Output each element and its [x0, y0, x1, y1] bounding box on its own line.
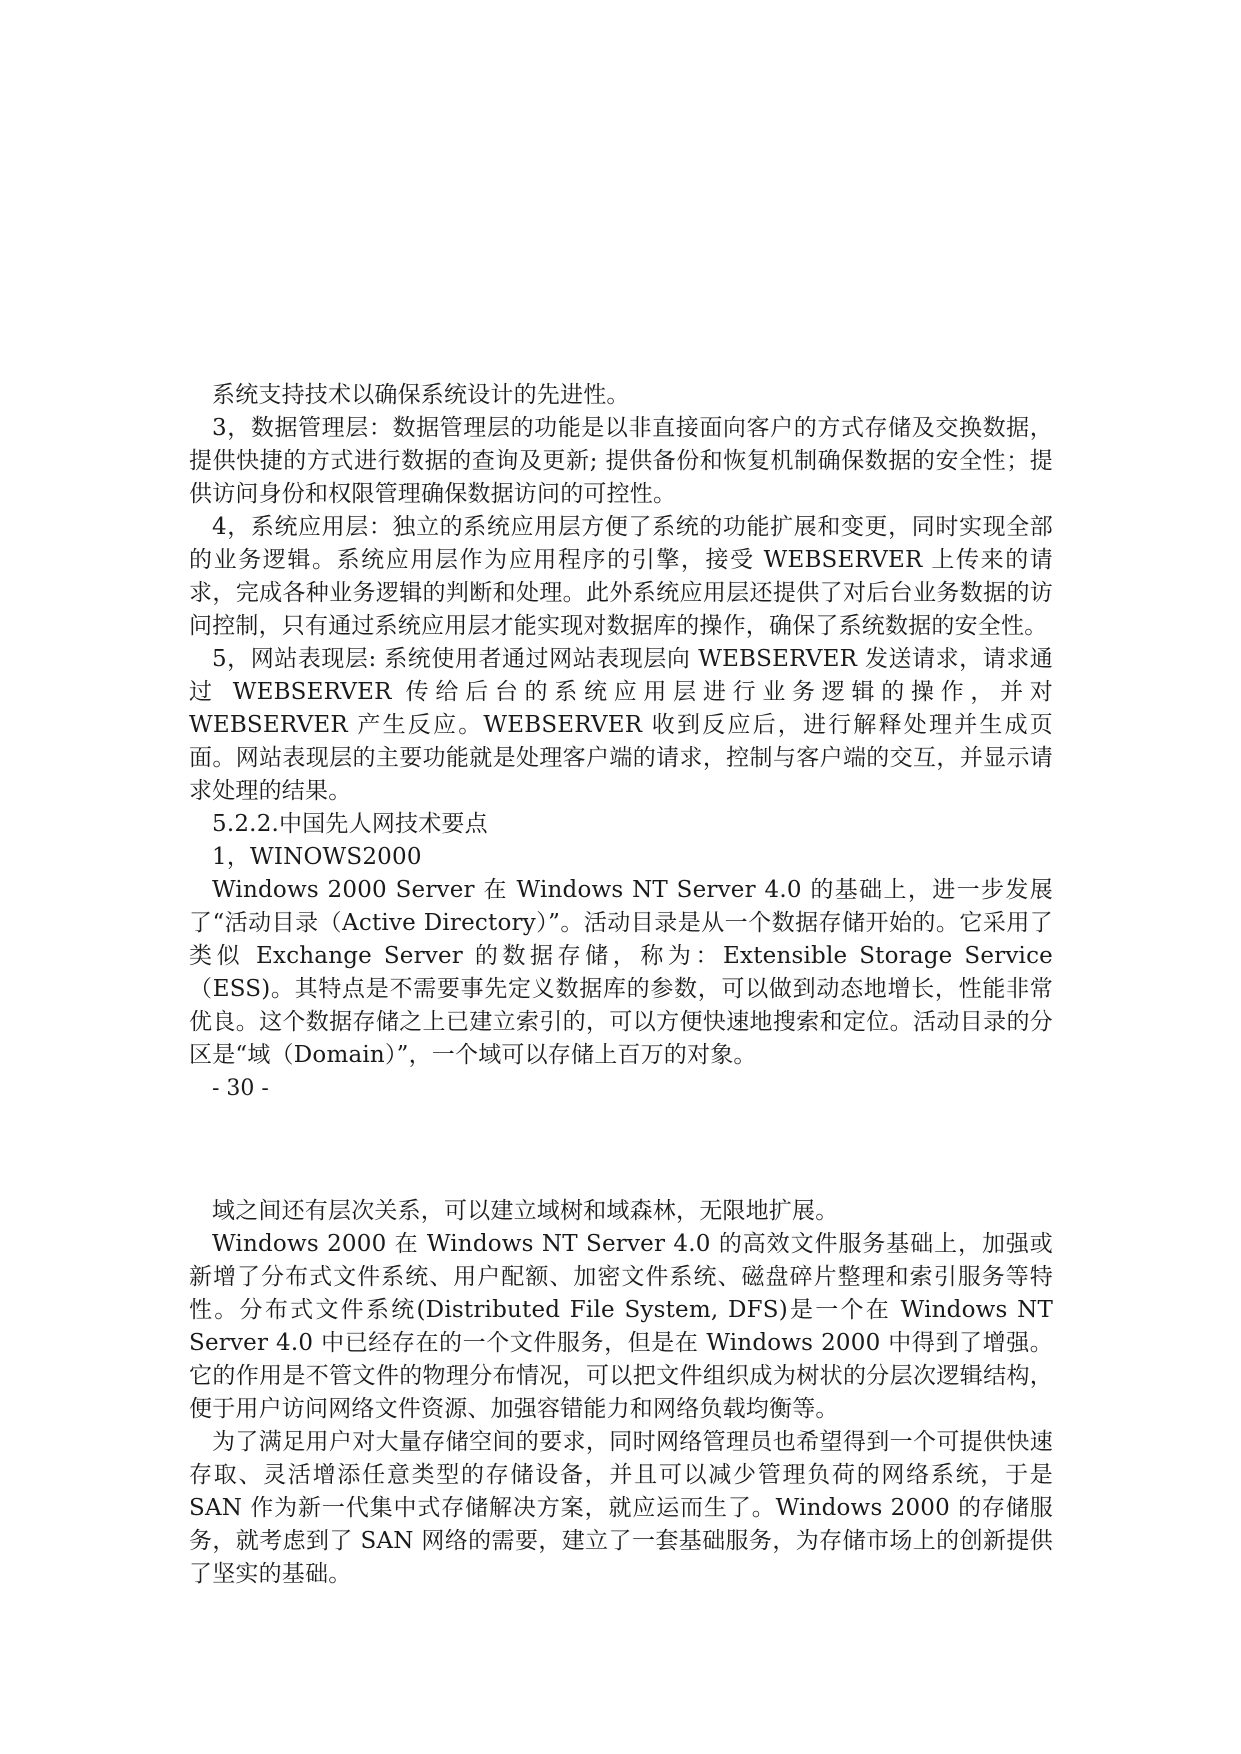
paragraph-domain-hierarchy: 域之间还有层次关系，可以建立域树和域森林，无限地扩展。 — [212, 1198, 839, 1224]
paragraph-active-directory: Windows 2000 Server 在 Windows NT Server 4.0 的基础上，进一步发展了“活动目录（Active Directory）”。活动目录是从一个数据存储开始的。它采用了类似 Exchange Server 的数据存储，称为：Extensible Storage Service （ESS)。其特点是不需要事先定义数据库的参数，可以做到动态地增长，性能非常优良。这个数据存储之上已建立索引的，可以方便快速地搜索和定位。活动目录的分区是“域（Domain）”，一个域可以存储上百万的对象。 — [189, 877, 1053, 1068]
subheading-windows2000: 1，WINOWS2000 — [212, 844, 422, 870]
paragraph-data-management-layer: 3，数据管理层：数据管理层的功能是以非直接面向客户的方式存储及交换数据，提供快捷的方式进行数据的查询及更新; 提供备份和恢复机制确保数据的安全性；提供访问身份和权限管理确保数据访问的可控性。 — [189, 415, 1053, 507]
page-number: - 30 - — [212, 1076, 269, 1101]
paragraph-website-presentation-layer: 5，网站表现层: 系统使用者通过网站表现层向 WEBSERVER 发送请求，请求通过 WEBSERVER 传给后台的系统应用层进行业务逻辑的操作，并对 WEBSERVER 产生反应。WEBSERVER 收到反应后，进行解释处理并生成页面。网站表现层的主要功能就是处理客户端的请求，控制与客户端的交互，并显示请求处理的结果。 — [189, 646, 1053, 804]
paragraph-file-services: Windows 2000 在 Windows NT Server 4.0 的高效文件服务基础上，加强或新增了分布式文件系统、用户配额、加密文件系统、磁盘碎片整理和索引服务等特性。分布式文件系统(Distributed File System, DFS)是一个在 Windows NT Server 4.0 中已经存在的一个文件服务，但是在 Windows 2000 中得到了增强。它的作用是不管文件的物理分布情况，可以把文件组织成为树状的分层次逻辑结构，便于用户访问网络文件资源、加强容错能力和网络负载均衡等。 — [189, 1231, 1053, 1422]
paragraph-system-application-layer: 4，系统应用层：独立的系统应用层方便了系统的功能扩展和变更，同时实现全部的业务逻辑。系统应用层作为应用程序的引擎，接受 WEBSERVER 上传来的请求，完成各种业务逻辑的判断和处理。此外系统应用层还提供了对后台业务数据的访问控制，只有通过系统应用层才能实现对数据库的操作，确保了系统数据的安全性。 — [189, 514, 1053, 639]
document-section-bottom — [189, 1195, 1053, 1591]
document-section-top — [189, 379, 1053, 1105]
section-heading-tech-points: 5.2.2.中国先人网技术要点 — [212, 811, 488, 837]
paragraph-storage-san: 为了满足用户对大量存储空间的要求，同时网络管理员也希望得到一个可提供快速存取、灵活增添任意类型的存储设备，并且可以减少管理负荷的网络系统，于是 SAN 作为新一代集中式存储解决方案，就应运而生了。Windows 2000 的存储服务，就考虑到了 SAN 网络的需要，建立了一套基础服务，为存储市场上的创新提供了坚实的基础。 — [189, 1429, 1053, 1587]
paragraph-system-support: 系统支持技术以确保系统设计的先进性。 — [212, 382, 630, 408]
